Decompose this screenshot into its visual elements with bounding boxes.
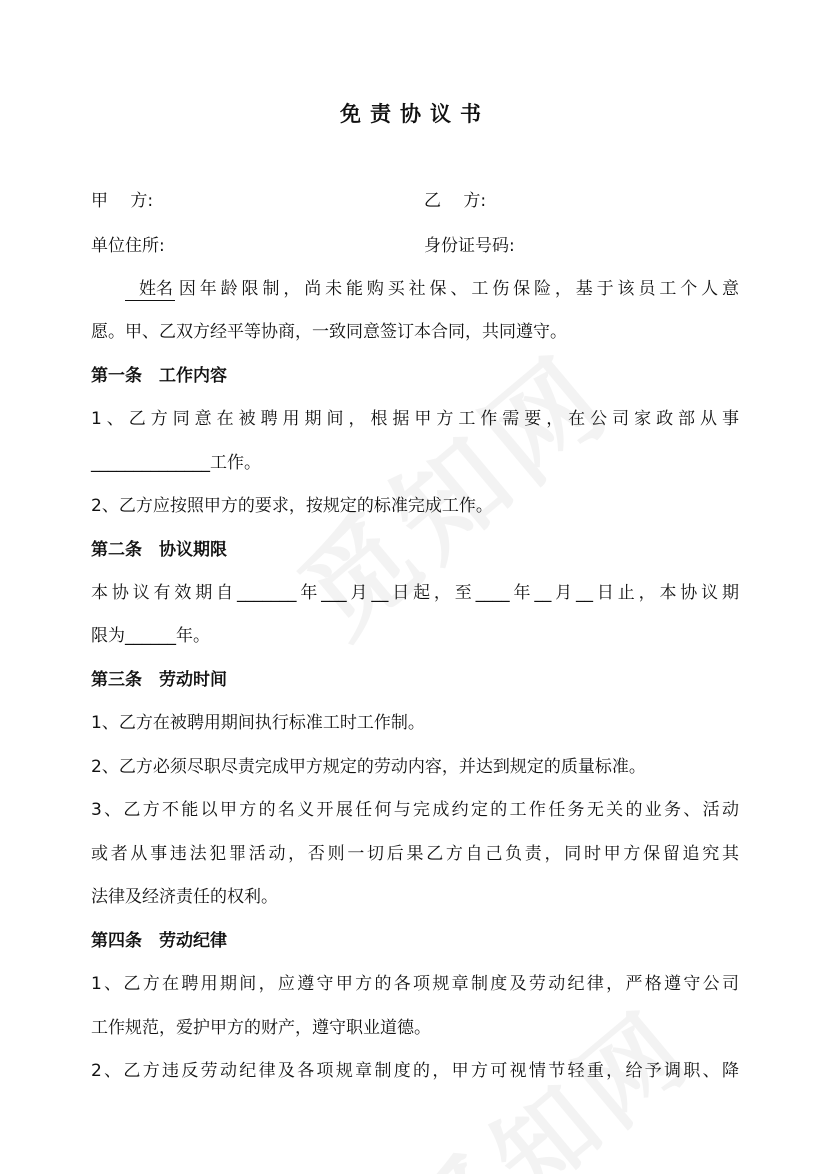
intro-line-2: 愿。甲、乙双方经平等协商，一致同意签订本合同，共同遵守。 [91,322,567,342]
section-3-p2: 2、乙方必须尽职尽责完成甲方规定的劳动内容，并达到规定的质量标准。 [91,757,646,777]
section-2-heading: 第二条 协议期限 [91,540,227,560]
section-4-p1-line1: 1、乙方在聘用期间，应遵守甲方的各项规章制度及劳动纪律，严格遵守公司 [91,974,739,994]
section-2-p1-line2: 限为______年。 [91,626,210,646]
section-3-p3-line2: 或者从事违法犯罪活动，否则一切后果乙方自己负责，同时甲方保留追究其 [91,844,739,864]
document-title: 免责协议书 [340,102,490,126]
section-1-p1-line2: ______________工作。 [91,453,261,473]
id-number-label: 身份证号码: [424,236,515,256]
section-4-p1-line2: 工作规范，爱护甲方的财产，遵守职业道德。 [91,1018,431,1038]
section-4-heading: 第四条 劳动纪律 [91,931,227,951]
section-3-p3-line3: 法律及经济责任的权利。 [91,887,278,907]
party-a-label: 甲 方: [91,191,154,211]
address-label: 单位住所: [91,236,165,256]
intro-line-1 [91,274,739,304]
section-2-p1-line1: 本协议有效期自_______年___月__日起，至____年__月__日止，本协议期 [91,583,739,603]
section-3-p3-line1: 3、乙方不能以甲方的名义开展任何与完成约定的工作任务无关的业务、活动 [91,800,739,820]
section-4-p2-line1: 2、乙方违反劳动纪律及各项规章制度的，甲方可视情节轻重，给予调职、降 [91,1061,739,1081]
section-3-p1: 1、乙方在被聘用期间执行标准工时工作制。 [91,713,425,733]
watermark [261,313,638,665]
section-3-heading: 第三条 劳动时间 [91,670,227,690]
section-1-heading: 第一条 工作内容 [91,366,227,386]
party-b-label: 乙 方: [424,191,487,211]
intro-line-1-text: 因年龄限制，尚未能购买社保、工伤保险，基于该员工个人意 [175,279,739,299]
section-1-p2: 2、乙方应按照甲方的要求，按规定的标准完成工作。 [91,496,493,516]
section-1-p1-line1: 1、乙方同意在被聘用期间，根据甲方工作需要，在公司家政部从事 [91,409,739,429]
name-field: 姓名 [125,278,175,301]
